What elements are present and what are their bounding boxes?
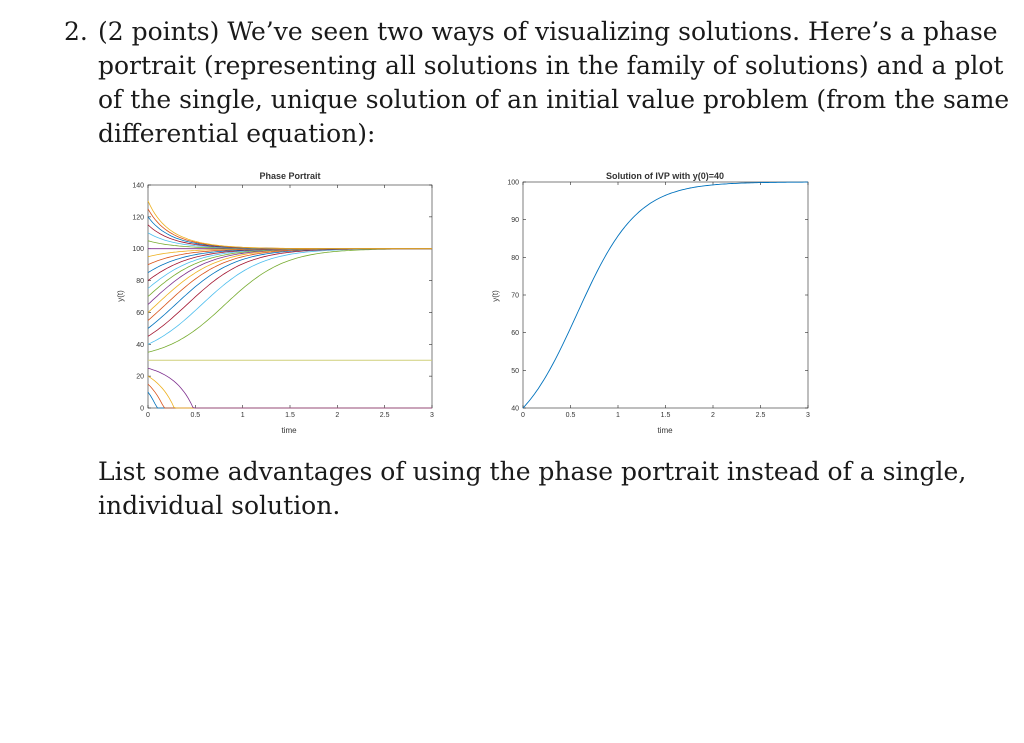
y-axis-label: y(t) [116,290,125,302]
x-tick-label: 0.5 [190,412,201,419]
question-line: of the single, unique solution of an initial value problem (from the same [98,85,1010,114]
x-tick-label: 2.5 [379,412,390,419]
y-tick-label: 140 [132,182,144,190]
x-tick-label: 2 [335,412,340,419]
x-tick-label: 0 [521,412,525,419]
y-tick-label: 90 [511,217,519,225]
chart-title: Solution of IVP with y(0)=40 [605,171,725,181]
question-line: (2 points) We’ve seen two ways of visualizing solutions. Here’s a phase [98,17,998,46]
y-tick-label: 50 [511,367,519,375]
prompt-line: individual solution. [98,491,341,520]
question-line: portrait (representing all solutions in the family of solutions) and a plot [98,51,1004,80]
y-tick-label: 80 [136,278,144,286]
chart-title: Phase Portrait [259,171,321,181]
y-axis-label: y(t) [491,290,500,302]
y-tick-label: 40 [511,405,519,413]
plot-frame [523,182,808,408]
x-axis-label: time [657,426,673,435]
y-tick-label: 120 [132,214,144,222]
x-axis-label: time [281,426,297,435]
y-tick-label: 60 [511,330,519,338]
x-tick-label: 1 [616,412,620,419]
question-number: 2. [64,17,88,46]
solution-curve [523,182,808,408]
x-tick-label: 0.5 [565,412,576,419]
y-tick-label: 20 [136,373,144,381]
x-tick-label: 1 [240,412,245,419]
x-tick-label: 3 [806,412,810,419]
question-line: differential equation): [98,119,376,148]
prompt-text [98,455,967,523]
y-tick-label: 0 [140,405,144,413]
x-tick-label: 0 [146,412,150,419]
x-tick-label: 1.5 [285,412,295,419]
y-tick-label: 100 [507,179,519,187]
y-tick-label: 70 [511,292,519,300]
x-tick-label: 3 [430,412,434,419]
y-tick-label: 80 [511,254,519,262]
y-tick-label: 100 [132,246,144,254]
prompt-line: List some advantages of using the phase portrait instead of a single, [98,457,967,486]
x-tick-label: 2 [711,412,715,419]
x-tick-label: 2.5 [755,412,766,419]
y-tick-label: 60 [136,309,144,317]
x-tick-label: 1.5 [660,412,671,419]
y-tick-label: 40 [136,341,144,349]
